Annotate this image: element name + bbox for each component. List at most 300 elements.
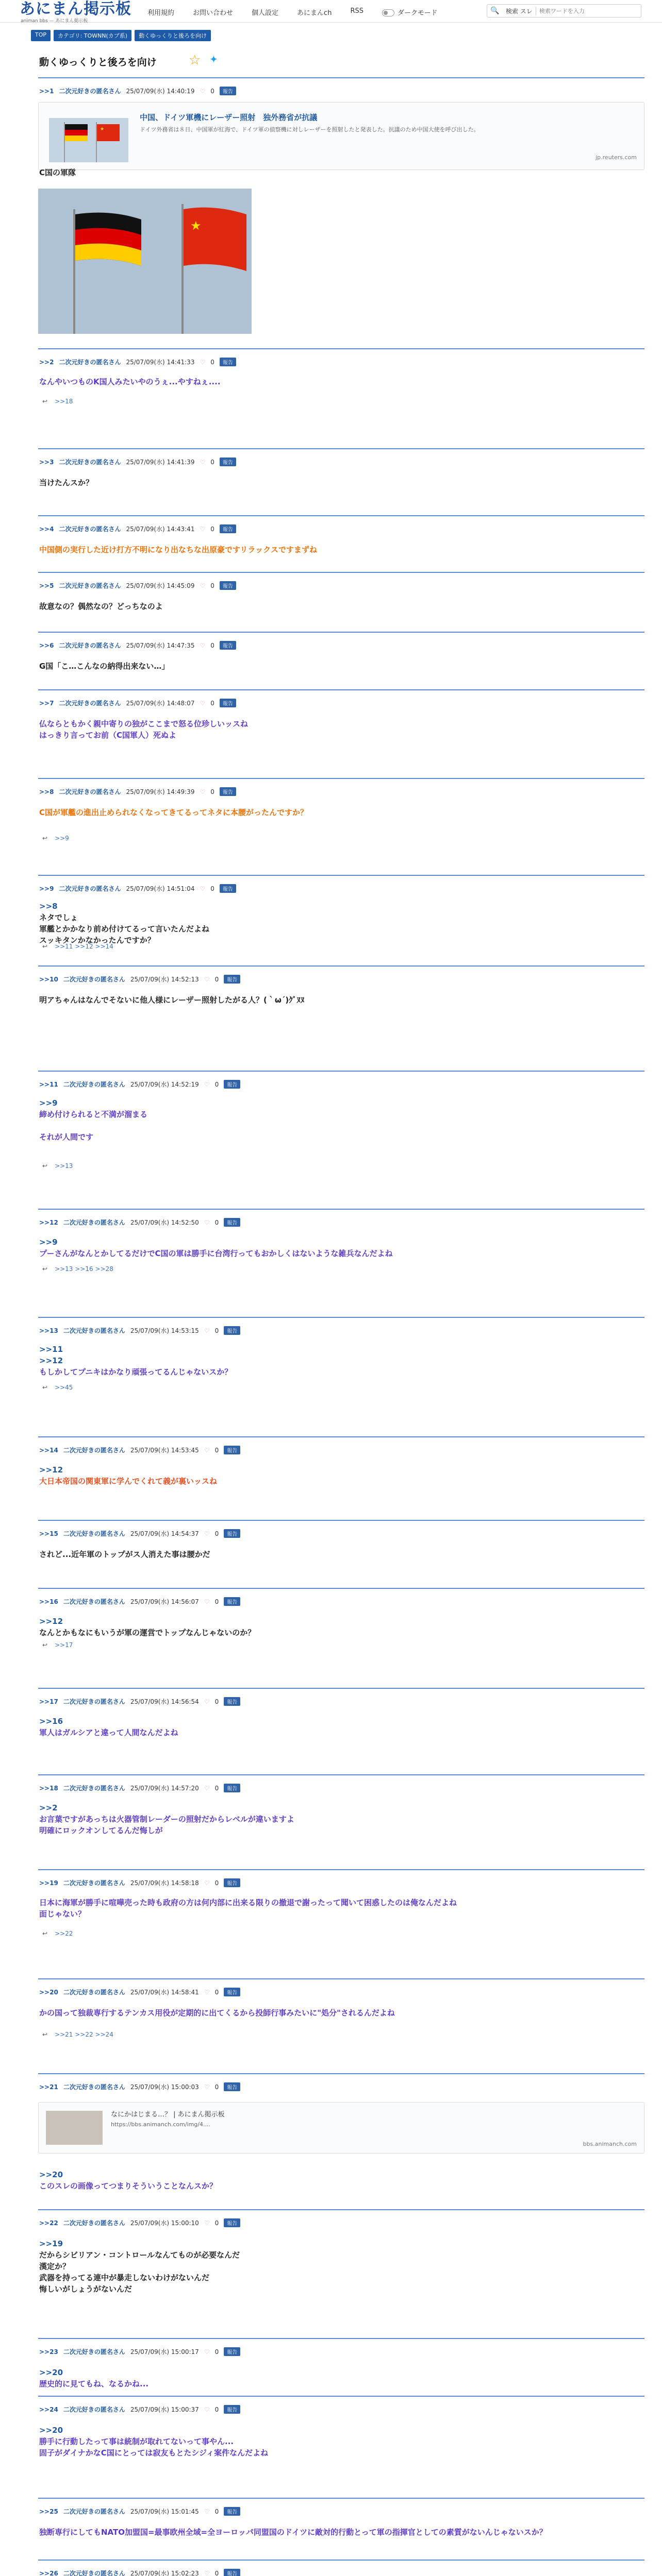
post-body (39, 660, 169, 672)
post-header (39, 1697, 240, 1706)
nav-settings[interactable]: 個人設定 (252, 9, 279, 17)
post-date: 25/07/09(水) 14:56:54 (130, 1698, 199, 1705)
reply-icon[interactable]: ↩ (42, 1641, 48, 1649)
post-divider (38, 875, 644, 876)
post-number[interactable]: >>3 (39, 458, 54, 466)
thread-title: 動くゆっくりと後ろを向け (39, 57, 157, 68)
post-header (39, 581, 236, 590)
post-divider (38, 1869, 644, 1870)
post-date: 25/07/09(水) 15:00:10 (130, 2219, 199, 2227)
post-author: 二次元好きの匿名さん (59, 526, 121, 533)
like-icon[interactable]: ♡ (200, 525, 206, 533)
post-text: 締め付けられると不満が溜まる それが人間です (39, 1110, 148, 1142)
report-button[interactable]: 報告 (224, 1988, 240, 1996)
reply-links[interactable]: >>13 (55, 1162, 73, 1170)
post-divider (38, 348, 644, 349)
post-author: 二次元好きの匿名さん (63, 2406, 125, 2413)
like-icon[interactable]: ♡ (204, 975, 210, 983)
post-number[interactable]: >>4 (39, 525, 54, 533)
report-button[interactable]: 報告 (220, 581, 236, 590)
like-icon[interactable]: ♡ (204, 2219, 210, 2227)
post-header (39, 2507, 240, 2516)
like-icon[interactable]: ♡ (204, 2348, 210, 2355)
reply-anchor[interactable]: >>9 (39, 1238, 58, 1247)
like-count: 0 (214, 1698, 219, 1705)
link-preview-card-2[interactable] (38, 2102, 644, 2154)
post-number[interactable]: >>11 (39, 1080, 58, 1088)
reply-icon[interactable]: ↩ (42, 2031, 48, 2038)
post-replies (42, 1384, 73, 1391)
post-text: プーさんがなんとかしてるだけでC国の軍は勝手に台湾行ってもおかしくはないような雑兵なんだよね (39, 1249, 393, 1258)
post-body (39, 807, 308, 818)
post-header (39, 2347, 240, 2356)
post-date: 25/07/09(水) 14:52:13 (130, 976, 199, 983)
reply-icon[interactable]: ↩ (42, 835, 48, 842)
reply-anchor[interactable]: >>16 (39, 1717, 63, 1726)
post-author: 二次元好きの匿名さん (63, 1698, 125, 1705)
post-number[interactable]: >>22 (39, 2219, 58, 2227)
like-icon[interactable]: ♡ (200, 458, 206, 466)
post-header (39, 1784, 240, 1792)
post-number[interactable]: >>15 (39, 1530, 58, 1537)
card-title[interactable]: 中国、ドイツ軍機にレーザー照射 独外務省が抗議 (140, 113, 318, 122)
post-header (39, 1080, 240, 1089)
report-button[interactable]: 報告 (224, 2082, 240, 2091)
report-button[interactable]: 報告 (224, 1878, 240, 1887)
post-header (39, 1597, 240, 1606)
reply-links[interactable]: >>17 (55, 1641, 73, 1649)
post-replies (42, 1641, 73, 1649)
like-icon[interactable]: ♡ (200, 788, 206, 795)
post-header (39, 975, 240, 984)
post-divider (38, 2498, 644, 2499)
reply-icon[interactable]: ↩ (42, 943, 48, 950)
like-count: 0 (214, 2569, 219, 2576)
post-text: 大日本帝国の関東軍に学んでくれて義が裏いッスね (39, 1477, 218, 1486)
search-mode-value: スレ (520, 7, 533, 15)
post-header (39, 641, 236, 650)
post-body (39, 1097, 147, 1143)
post-number[interactable]: >>6 (39, 641, 54, 649)
top-nav (138, 7, 446, 17)
post-header (39, 1446, 240, 1454)
post-number[interactable]: >>19 (39, 1879, 58, 1887)
like-icon[interactable]: ♡ (200, 641, 206, 649)
post-header (39, 358, 236, 366)
like-count: 0 (214, 1598, 219, 1605)
link-preview-card[interactable] (38, 102, 644, 170)
site-logo[interactable]: あにまん掲示板 (20, 0, 131, 18)
post-date: 25/07/09(水) 15:00:37 (130, 2406, 199, 2413)
post-replies (42, 943, 113, 950)
reply-anchor[interactable]: >>2 (39, 1803, 58, 1812)
post-number[interactable]: >>8 (39, 788, 54, 795)
post-author: 二次元好きの匿名さん (59, 359, 121, 366)
post-number[interactable]: >>21 (39, 2083, 58, 2091)
post-author: 二次元好きの匿名さん (63, 1327, 125, 1334)
post-header (39, 1529, 240, 1538)
post-date: 25/07/09(水) 14:40:19 (126, 88, 195, 95)
post-date: 25/07/09(水) 15:00:03 (130, 2083, 199, 2091)
report-button[interactable]: 報告 (220, 524, 236, 533)
post-body (39, 2169, 217, 2192)
reply-anchor[interactable]: >>19 (39, 2239, 63, 2248)
post-header (39, 1878, 240, 1887)
post-divider (38, 1520, 644, 1521)
post-divider (38, 1588, 644, 1589)
site-header (0, 0, 662, 23)
post-text: G国「こ…こんなの納得出来ない…」 (39, 662, 170, 671)
post-number[interactable]: >>14 (39, 1446, 58, 1454)
like-icon[interactable]: ♡ (204, 1530, 210, 1537)
reply-anchor[interactable]: >>20 (39, 2368, 63, 2377)
post-date: 25/07/09(水) 14:58:18 (130, 1879, 199, 1887)
flags-photo[interactable] (38, 189, 252, 334)
reply-icon[interactable]: ↩ (42, 1265, 48, 1273)
post-date: 25/07/09(水) 14:45:09 (126, 582, 195, 589)
like-count: 0 (214, 1218, 219, 1226)
breadcrumb-top[interactable]: TOP (31, 30, 51, 41)
report-button[interactable]: 報告 (220, 787, 236, 796)
post-divider (38, 689, 644, 690)
like-icon[interactable]: ♡ (204, 1598, 210, 1605)
post-number[interactable]: >>18 (39, 1784, 58, 1792)
report-button[interactable]: 報告 (224, 1326, 240, 1335)
search-mode[interactable] (503, 7, 536, 15)
post-text: 日本に海軍が勝手に喧嘩売った時も政府の方は何内部に出来る限りの撤退で謝ったって聞いて困惑したのは俺なんだよね 面じゃない？ (39, 1898, 457, 1919)
post-replies (42, 398, 73, 405)
post-author: 二次元好きの匿名さん (63, 1081, 125, 1088)
reply-anchor[interactable]: >>12 (39, 1465, 63, 1475)
post-number[interactable]: >>12 (39, 1218, 58, 1226)
nav-animanch[interactable]: あにまんch (297, 9, 332, 17)
like-count: 0 (214, 2405, 219, 2413)
post-body (39, 2007, 395, 2019)
post-number[interactable]: >>16 (39, 1598, 58, 1605)
post-author: 二次元好きの匿名さん (63, 1785, 125, 1792)
report-button[interactable]: 報告 (224, 2569, 240, 2576)
like-icon[interactable]: ♡ (204, 1988, 210, 1996)
favorite-star-icon[interactable]: ☆ (189, 53, 201, 68)
post-body (39, 2367, 148, 2389)
like-count: 0 (210, 582, 214, 589)
post-body (39, 1897, 457, 1920)
post-divider (38, 1317, 644, 1318)
post-author: 二次元好きの匿名さん (59, 642, 121, 649)
post-replies (42, 1930, 73, 1937)
report-button[interactable]: 報告 (224, 1529, 240, 1538)
post-text: 明アちゃんはなんでそないに他人様にレーザー照射したがる人？(｀ω´)ｸﾞﾇﾇ (39, 995, 305, 1005)
post-replies (42, 1162, 73, 1170)
post-author: 二次元好きの匿名さん (63, 1598, 125, 1605)
post-number[interactable]: >>20 (39, 1988, 58, 1996)
like-count: 0 (214, 1784, 219, 1792)
reply-links[interactable]: >>45 (55, 1384, 73, 1391)
report-button[interactable]: 報告 (224, 2507, 240, 2516)
like-count: 0 (214, 1879, 219, 1887)
post-header (39, 884, 236, 893)
reply-anchor[interactable]: >>20 (39, 2426, 63, 2435)
card-description: ドイツ外務省は８日、中国軍が紅海で、ドイツ軍の偵察機に対しレーザーを照射したと発表した。抗議のため中国大使を呼び出した。 (140, 126, 479, 133)
like-count: 0 (210, 525, 214, 533)
post-number[interactable]: >>25 (39, 2507, 58, 2515)
post-date: 25/07/09(水) 14:51:04 (126, 885, 195, 892)
report-button[interactable]: 報告 (224, 2347, 240, 2356)
reply-anchor[interactable]: >>12 (39, 1617, 63, 1626)
report-button[interactable]: 報告 (224, 1784, 240, 1792)
post-text: お言葉ですがあっちは火器管制レーダーの照射だからレベルが違いますよ 明確にロックオンしてるんだ悔しが (39, 1815, 294, 1835)
report-button[interactable]: 報告 (224, 975, 240, 984)
post-divider (38, 965, 644, 967)
like-count: 0 (214, 2348, 219, 2355)
post-header (39, 2405, 240, 2414)
post-author: 二次元好きの匿名さん (63, 1447, 125, 1454)
search-label: 検索 (506, 7, 519, 15)
post-body (39, 1716, 178, 1738)
card2-domain: bbs.animanch.com (583, 2141, 637, 2147)
post-date: 25/07/09(水) 14:43:41 (126, 526, 195, 533)
like-count: 0 (210, 788, 214, 795)
post-body (39, 901, 209, 946)
post-number[interactable]: >>7 (39, 699, 54, 707)
post-divider (38, 778, 644, 779)
post-date: 25/07/09(水) 14:54:37 (130, 1530, 199, 1537)
report-button[interactable]: 報告 (224, 1597, 240, 1606)
post-text: だからシビリアン・コントロールなんてものが必要なんだ 漢定か？ 武器を持ってる連中が暴走しないわけがないんだ 悔しいがしょうがないんだ (39, 2250, 240, 2294)
post-text: 仏ならともかく親中寄りの独がここまで怒る位珍しいッスね はっきり言ってお前（C国軍人）死ぬよ (39, 719, 249, 740)
like-count: 0 (214, 2083, 219, 2091)
post-divider (38, 2338, 644, 2339)
card2-description: https://bbs.animanch.com/img/4.... (111, 2121, 210, 2128)
card2-title[interactable]: なにかはじまる…？ | あにまん掲示板 (111, 2111, 225, 2119)
reply-links[interactable]: >>13 >>16 >>28 (55, 1265, 113, 1273)
post-date: 25/07/09(水) 14:48:07 (126, 700, 195, 707)
like-count: 0 (214, 2507, 219, 2515)
post-text: ネタでしょ 軍艦とかかなり前め付けてるって言いたんだよね スッキタンかなかったんですか？ (39, 913, 210, 945)
post-divider (38, 515, 644, 516)
post-date: 25/07/09(水) 14:57:20 (130, 1785, 199, 1792)
post-body (39, 994, 304, 1006)
post-date: 25/07/09(水) 15:01:45 (130, 2508, 199, 2515)
search-input[interactable] (536, 8, 641, 14)
reply-anchor[interactable]: >>20 (39, 2170, 63, 2179)
like-icon[interactable]: ♡ (200, 358, 206, 366)
report-button[interactable]: 報告 (220, 884, 236, 893)
post-author: 二次元好きの匿名さん (63, 2570, 125, 2576)
reply-icon[interactable]: ↩ (42, 398, 48, 405)
post-divider (38, 448, 644, 449)
reply-anchor[interactable]: >>11 >>12 (39, 1345, 63, 1365)
report-button[interactable]: 報告 (220, 641, 236, 650)
post-author: 二次元好きの匿名さん (63, 2348, 125, 2355)
post-body (39, 1464, 217, 1487)
post-divider (38, 2209, 644, 2210)
post-body (39, 167, 76, 178)
report-button[interactable]: 報告 (224, 1218, 240, 1227)
post-divider (38, 1774, 644, 1775)
post-divider (38, 2073, 644, 2074)
like-icon[interactable]: ♡ (204, 1446, 210, 1454)
like-icon[interactable]: ♡ (200, 582, 206, 589)
like-count: 0 (210, 699, 214, 707)
post-date: 25/07/09(水) 14:53:15 (130, 1327, 199, 1334)
report-button[interactable]: 報告 (220, 699, 236, 707)
reply-icon[interactable]: ↩ (42, 1930, 48, 1937)
post-divider (38, 1978, 644, 1979)
like-count: 0 (210, 885, 214, 892)
post-body (39, 601, 163, 612)
post-author: 二次元好きの匿名さん (63, 2508, 125, 2515)
reply-anchor[interactable]: >>9 (39, 1098, 58, 1108)
post-body (39, 2527, 547, 2538)
dark-mode-toggle[interactable] (373, 7, 446, 17)
report-button[interactable]: 報告 (224, 1697, 240, 1706)
reply-links[interactable]: >>21 >>22 >>24 (55, 2031, 113, 2038)
reply-anchor[interactable]: >>8 (39, 902, 58, 911)
post-divider (38, 1071, 644, 1072)
search-bar (487, 4, 641, 18)
post-divider (38, 1436, 644, 1437)
post-author: 二次元好きの匿名さん (59, 459, 121, 466)
like-count: 0 (210, 358, 214, 366)
post-header (39, 524, 236, 533)
like-icon[interactable]: ♡ (204, 1327, 210, 1334)
breadcrumb-category[interactable]: カテゴリ: TOWNN(カプ系) (54, 30, 131, 41)
like-count: 0 (210, 87, 214, 95)
toggle-switch-icon[interactable] (382, 9, 394, 16)
post-number[interactable]: >>24 (39, 2405, 58, 2413)
post-text: C国の軍隊 (39, 168, 76, 177)
post-body (39, 718, 248, 741)
reply-links[interactable]: >>9 (55, 835, 69, 842)
post-date: 25/07/09(水) 14:47:35 (126, 642, 195, 649)
post-number[interactable]: >>17 (39, 1698, 58, 1705)
post-header (39, 2218, 240, 2227)
post-author: 二次元好きの匿名さん (63, 976, 125, 983)
like-icon[interactable]: ♡ (204, 1784, 210, 1792)
post-date: 25/07/09(水) 14:56:07 (130, 1598, 199, 1605)
like-count: 0 (214, 2219, 219, 2227)
like-count: 0 (214, 1988, 219, 1996)
card-domain: jp.reuters.com (595, 154, 637, 161)
post-number[interactable]: >>5 (39, 582, 54, 589)
like-icon[interactable]: ♡ (204, 1080, 210, 1088)
post-text: C国が軍艦の進出止められなくなってきてるってネタに本腰がったんですか？ (39, 808, 308, 817)
like-count: 0 (214, 975, 219, 983)
post-text: なんやいつものK国人みたいやのうぇ...やすねぇ.... (39, 377, 221, 386)
reply-icon[interactable]: ↩ (42, 1384, 48, 1391)
like-icon[interactable]: ♡ (204, 2569, 210, 2576)
svg-text:★: ★ (100, 127, 105, 132)
post-text: もしかしてプニキはかなり頑張ってるんじゃないスか？ (39, 1367, 233, 1377)
like-icon[interactable]: ♡ (204, 1698, 210, 1705)
post-date: 25/07/09(水) 14:53:45 (130, 1447, 199, 1454)
like-count: 0 (214, 1446, 219, 1454)
nav-rss[interactable]: RSS (350, 7, 363, 15)
post-divider (38, 2560, 644, 2561)
post-number[interactable]: >>23 (39, 2348, 58, 2355)
like-count: 0 (210, 641, 214, 649)
post-body (39, 1344, 232, 1378)
like-icon[interactable]: ♡ (200, 699, 206, 707)
report-button[interactable]: 報告 (220, 87, 236, 95)
post-divider (38, 572, 644, 573)
post-number[interactable]: >>9 (39, 885, 54, 892)
post-divider (38, 1209, 644, 1210)
post-divider (38, 2396, 644, 2397)
post-date: 25/07/09(水) 15:00:17 (130, 2348, 199, 2355)
like-icon[interactable]: ♡ (204, 2405, 210, 2413)
post-text: 勝手に行動したって事は統制が取れてないって事やん... 固子がダイナかなC国にとっては寂友もとたシジィ案件なんだよね (39, 2437, 269, 2458)
post-author: 二次元好きの匿名さん (59, 885, 121, 892)
post-number[interactable]: >>13 (39, 1327, 58, 1334)
post-body (39, 1616, 255, 1638)
like-icon[interactable]: ♡ (200, 87, 206, 95)
breadcrumb-thread[interactable]: 動くゆっくりと後ろを向け (135, 30, 211, 41)
post-body (39, 544, 317, 555)
like-icon[interactable]: ♡ (204, 2507, 210, 2515)
post-number[interactable]: >>2 (39, 358, 54, 366)
report-button[interactable]: 報告 (224, 2405, 240, 2414)
reply-icon[interactable]: ↩ (42, 1162, 48, 1170)
post-number[interactable]: >>1 (39, 87, 54, 95)
twitter-share-icon[interactable]: ✦ (209, 53, 218, 65)
post-number[interactable]: >>10 (39, 975, 58, 983)
post-number[interactable]: >>26 (39, 2569, 58, 2576)
report-button[interactable]: 報告 (224, 1446, 240, 1454)
reply-links[interactable]: >>22 (55, 1930, 73, 1937)
post-body (39, 376, 221, 387)
post-text: 独断専行にしてもNATO加盟国=最事欧州全域=全ヨーロッパ同盟国のドイツに敵対的行動とって軍の指揮官としての素質がないんじゃないスか？ (39, 2528, 547, 2537)
like-icon[interactable]: ♡ (204, 2083, 210, 2091)
post-body (39, 477, 93, 488)
post-text: 中国側の実行した近け打方不明になり出なちな出原豪ですリラックスですまずね (39, 545, 317, 554)
svg-text:★: ★ (190, 218, 202, 233)
report-button[interactable]: 報告 (220, 457, 236, 466)
nav-terms[interactable]: 利用規約 (147, 9, 175, 17)
like-icon[interactable]: ♡ (204, 1218, 210, 1226)
reply-links[interactable]: >>18 (55, 398, 73, 405)
post-date: 25/07/09(水) 14:41:39 (126, 459, 195, 466)
post-replies (42, 2031, 113, 2038)
post-date: 25/07/09(水) 14:41:33 (126, 359, 195, 366)
post-author: 二次元好きの匿名さん (63, 1879, 125, 1887)
like-icon[interactable]: ♡ (200, 885, 206, 892)
post-replies (42, 1265, 113, 1273)
post-body (39, 1549, 210, 1560)
post-author: 二次元好きの匿名さん (59, 88, 121, 95)
post-text: このスレの画像ってつまりそういうことなんスか？ (39, 2181, 218, 2191)
site-logo-sub: animan bbs — あにまん掲示板 (21, 19, 88, 24)
post-header (39, 87, 236, 95)
report-button[interactable]: 報告 (224, 1080, 240, 1089)
like-icon[interactable]: ♡ (204, 1879, 210, 1887)
post-header (39, 787, 236, 796)
nav-contact[interactable]: お問い合わせ (193, 9, 234, 17)
reply-links[interactable]: >>11 >>12 >>14 (55, 943, 113, 950)
post-body (39, 2238, 240, 2295)
post-date: 25/07/09(水) 14:58:41 (130, 1989, 199, 1996)
dark-mode-label: ダークモード (397, 9, 438, 17)
post-text: されど...近年軍のトップがス人消えた事は腰かだ (39, 1550, 210, 1559)
post-text: 当けたんスか？ (39, 478, 94, 487)
report-button[interactable]: 報告 (224, 2218, 240, 2227)
search-icon[interactable]: 🔍 (490, 7, 500, 15)
post-replies (42, 835, 69, 842)
report-button[interactable]: 報告 (220, 358, 236, 366)
post-author: 二次元好きの匿名さん (63, 1530, 125, 1537)
post-text: 故意なの？偶然なの？どっちなのよ (39, 602, 163, 611)
